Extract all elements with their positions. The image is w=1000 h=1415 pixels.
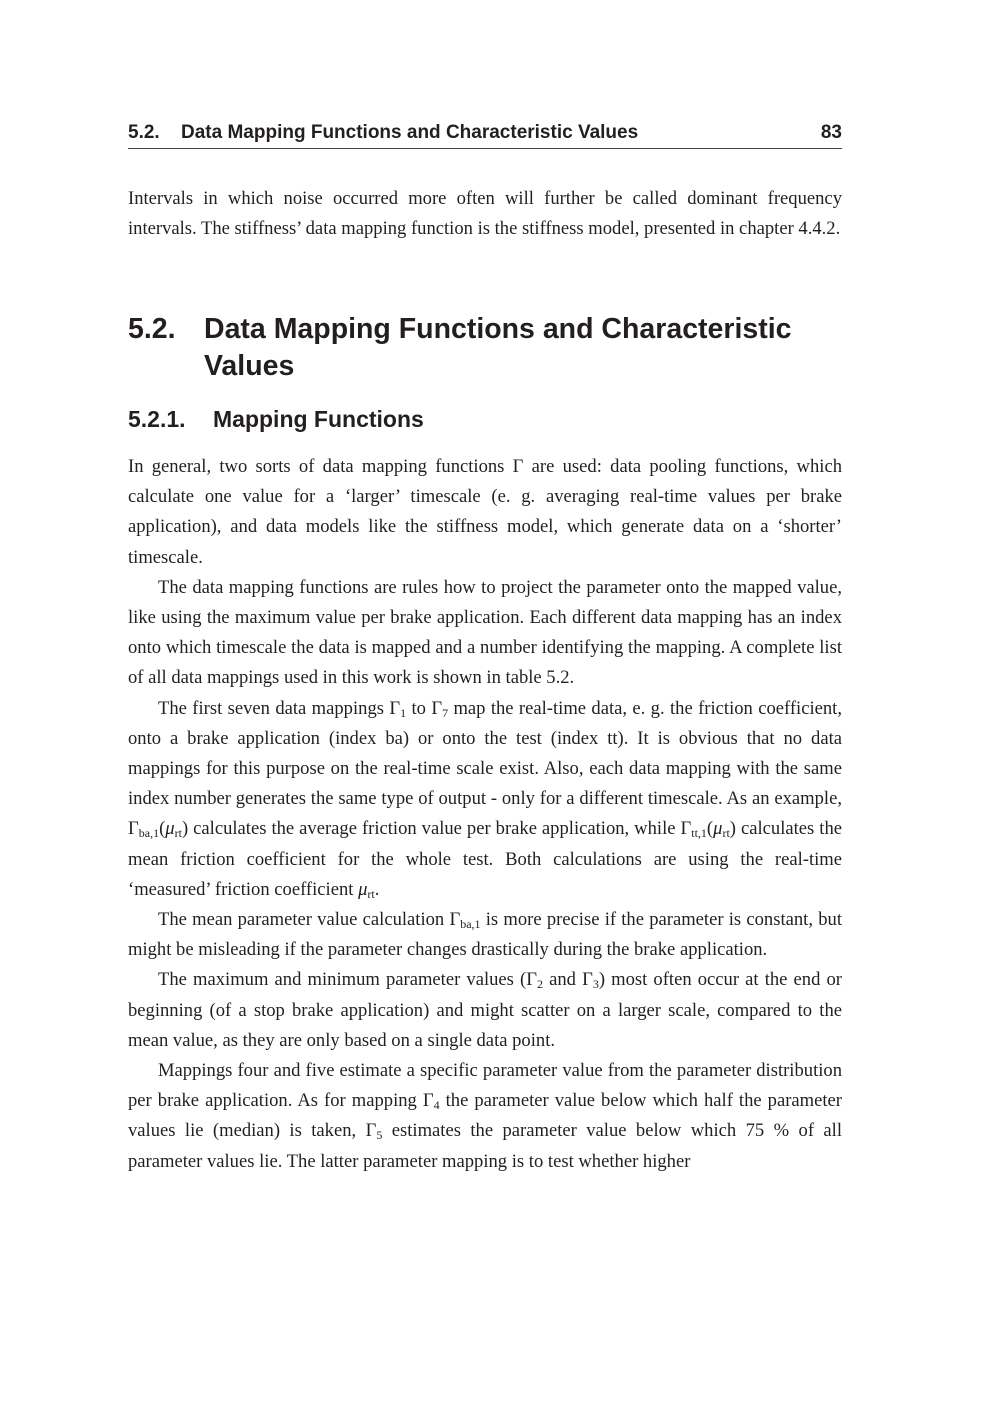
header-section-number: 5.2.	[128, 122, 160, 143]
paragraph-4-text-a: The mean parameter value calculation	[158, 909, 450, 931]
paragraph-3-text-b: to	[406, 697, 432, 719]
running-header	[128, 122, 842, 149]
math-gamma-3: $\Gamma_3$	[582, 969, 599, 992]
paragraph-3	[128, 694, 842, 905]
paragraph-5-text-c: ) most often occur at the end or beginning (of a stop brake application) and might scatter on a larger scale, compared to the mean value, as they are only based on a single data point.	[128, 969, 842, 1051]
math-gamma-5: $\Gamma_5$	[365, 1120, 383, 1143]
paragraph-6	[128, 1056, 842, 1177]
body-text-block	[128, 452, 842, 1177]
paragraph-1-text-b: are used: data pooling functions, which calculate one value for a ‘larger’ timescale (e. g. averaging real-time values per brake application), and data models like the stiffness model, which generate data on a ‘shorter’ timescale.	[128, 456, 842, 568]
math-gamma-tt1-mu-rt: $\Gamma_{tt,1}(\mu_{rt})$	[680, 818, 736, 841]
page-number: 83	[820, 122, 842, 143]
subsection-heading	[128, 405, 842, 433]
paragraph-1	[128, 452, 842, 573]
paragraph-2: The data mapping functions are rules how to project the parameter onto the mapped value, like using the maximum value per brake application. Each different data mapping has an index onto which timescale the data is mapped and a number identifying the mapping. A complete list of all data mappings used in this work is shown in table 5.2.	[128, 576, 842, 689]
paragraph-3-text-a: The first seven data mappings	[158, 697, 390, 719]
math-gamma-4: $\Gamma_4$	[422, 1090, 440, 1113]
paragraph-5-text-a: The maximum and minimum parameter values (	[158, 969, 527, 991]
paragraph-6-text-b: the parameter value below which half the parameter values lie (median) is taken,	[128, 1090, 842, 1142]
math-mu-rt: $\mu_{rt}$	[358, 878, 375, 901]
paragraph-3-text-c: map the real-time data, e. g. the friction coefficient, onto a brake application (index ba) or onto the test (index tt). It is obvious that no data mappings for this purpose on the real-time scale exist. Also, each data mapping with the same index number generates the same type of output - only for a different timescale. As an example,	[128, 697, 842, 810]
paragraph-6-text-a: Mappings four and five estimate a specific parameter value from the parameter distribution per brake application. As for mapping	[128, 1060, 842, 1112]
paragraph-3-text-f: .	[374, 878, 380, 900]
section-heading	[128, 311, 842, 385]
math-gamma-7: $\Gamma_7$	[431, 697, 449, 720]
header-section-title: Data Mapping Functions and Characteristic Values	[181, 122, 639, 143]
math-gamma-ba1-mu-rt: $\Gamma_{ba,1}(\mu_{rt})$	[128, 818, 189, 841]
paragraph-1-text-a: In general, two sorts of data mapping functions	[128, 456, 513, 477]
paragraph-5-text-b: and	[542, 969, 583, 991]
gamma-symbol: Γ	[512, 456, 524, 477]
paragraph-3-text-d: calculates the average friction value per brake application, while	[188, 818, 681, 840]
section-number: 5.2.	[128, 313, 176, 345]
intro-paragraph: Intervals in which noise occurred more often will further be called dominant frequency intervals. The stiffness’ data mapping function is the stiffness model, presented in chapter 4.4.2.	[128, 188, 842, 240]
math-gamma-1: $\Gamma_1$	[389, 697, 407, 720]
math-gamma-ba1: $\Gamma_{ba,1}$	[449, 909, 481, 932]
math-gamma-2: $\Gamma_2$	[526, 969, 543, 992]
paragraph-3-text-e: calculates the mean friction coefficient for the whole test. Both calculations are using the real-time ‘measured’ friction coefficient	[128, 818, 842, 900]
section-title: Data Mapping Functions and Characteristic Values	[204, 313, 792, 382]
paragraph-4	[128, 905, 842, 965]
paragraph-4-text-b: is more precise if the parameter is constant, but might be misleading if the parameter changes drastically during the brake application.	[128, 909, 842, 961]
paragraph-6-text-c: estimates the parameter value below which 75 % of all parameter values lie. The latter parameter mapping is to test whether higher	[128, 1120, 843, 1172]
subsection-title: Mapping Functions	[213, 406, 424, 432]
paragraph-5	[128, 965, 842, 1056]
subsection-number: 5.2.1.	[128, 406, 186, 432]
